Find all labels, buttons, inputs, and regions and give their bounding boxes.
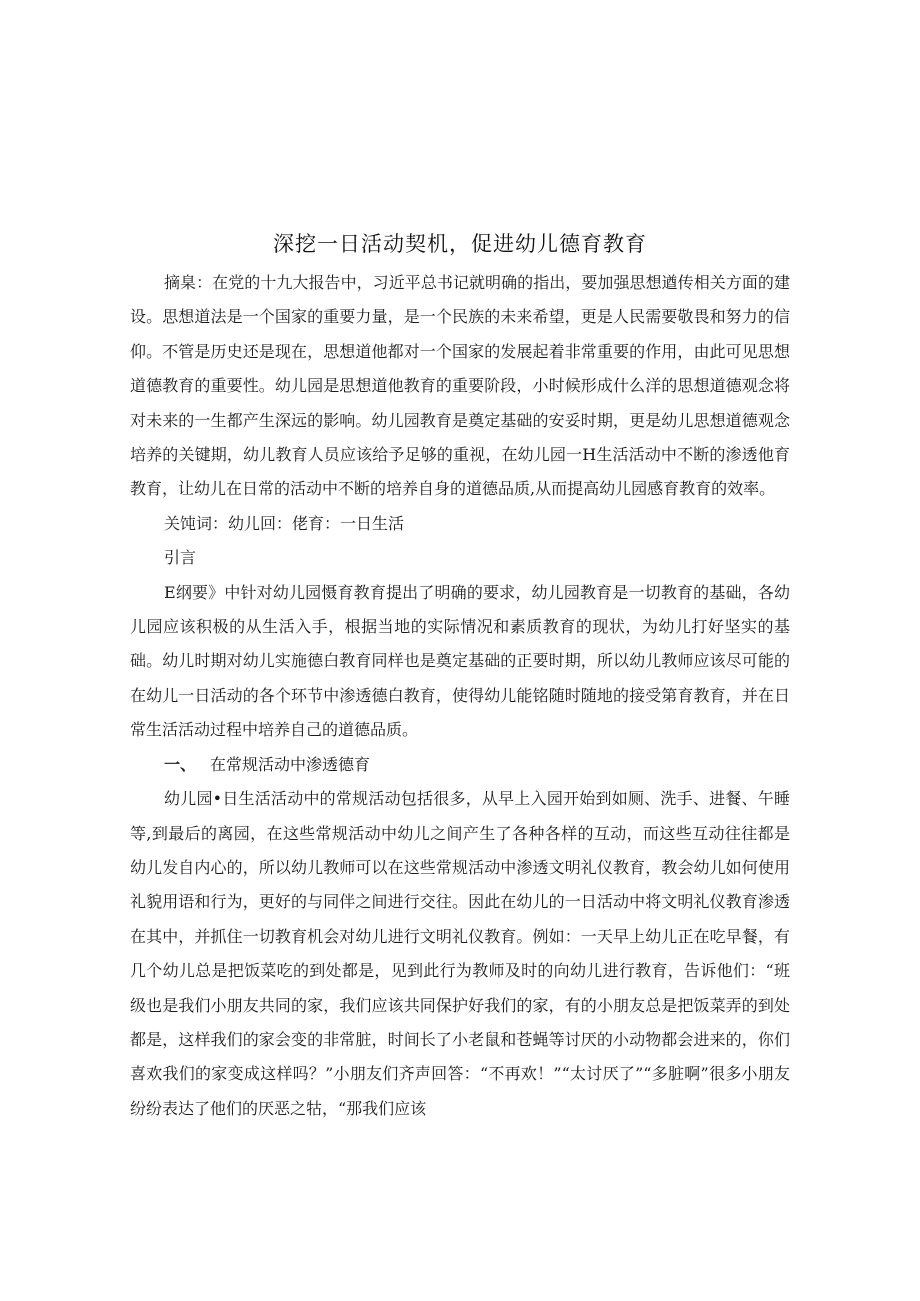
document-body [130, 266, 790, 1126]
section-heading [130, 748, 790, 782]
abstract-paragraph: 摘臬：在党的十九大报告中，习近平总书记就明确的指出，要加强思想遒传相关方面的建设。思想道法是一个国家的重要力量，是一个民族的未来希望，更是人民需要敬畏和努力的信仰。不管是历史还是现在，思想道他都对一个国家的发展起着非常重要的作用，由此可见思想道德教育的重要性。幼儿园是思想道他教育的重要阶段，小时候形成什么洋的思想道德观念将对未来的一生都产生深远的影响。幼儿园教育是奠定基础的安妥时期，更是幼儿思想道德观念培养的关键期，幼儿教育人员应该给予足够的重视，在幼儿园一H生活活动中不断的渗透他育教育，让幼儿在日常的活动中不断的培养自身的道德品质,从而提高幼儿园感育教育的效率。 [130, 273, 790, 499]
document-title: 深挖一日活动契机，促进幼儿德育教育 [273, 232, 647, 256]
intro-paragraph: E纲要》中针对幼儿园慑育教育提出了明确的要求，幼儿园教育是一切教育的基础，各幼儿园应该积极的从生活入手，根据当地的实际情况和素质教育的现状，为幼儿打好坚实的基础。幼儿时期对幼儿实施德白教育同样也是奠定基础的正要时期，所以幼儿教师应该尽可能的在幼儿一日活动的各个环节中渗透德白教育，使得幼儿能铭随时随地的接受第育教育，并在日常生活活动过程中培养自己的道德品质。 [130, 582, 790, 740]
section-heading-text: 在常规活动中渗透德育 [210, 754, 371, 774]
section-paragraph: 幼儿园•日生活活动中的常规活动包括很多，从早上入园开始到如厕、洗手、进餐、午睡等,到最后的离园，在这些常规活动中幼儿之间产生了各种各样的互动，而这些互动往往都是幼儿发自内心的，所以幼儿教师可以在这些常规活动中渗透文明礼仪教育，教会幼儿如何使用礼貌用语和行为，更好的与同伴之间进行交往。因此在幼儿的一日活动中将文明礼仪教育渗透在其中，并抓住一切教育机会对幼儿进行文明礼仪教育。例如：一天早上幼儿正在吃早餐，有几个幼儿总是把饭菜吃的到处都是，见到此行为教师及时的向幼儿进行教育，告诉他们：“班级也是我们小朋友共同的家，我们应该共同保护好我们的家，有的小朋友总是把饭菜弄的到处都是，这样我们的家会变的非常脏，时间长了小老鼠和苍蝇等讨厌的小动物都会进来的，你们喜欢我们的家变成这样吗？”小朋友们齐声回答：“不再欢！”“太讨厌了”“多脏啊”很多小朋友纷纷表达了他们的厌恶之牯，“那我们应该 [130, 789, 790, 1118]
section-number: 一、 [164, 754, 197, 774]
keywords-line: 关饨词：幼儿回：佬育：一日生活 [164, 513, 405, 533]
intro-heading: 引言 [164, 548, 197, 568]
